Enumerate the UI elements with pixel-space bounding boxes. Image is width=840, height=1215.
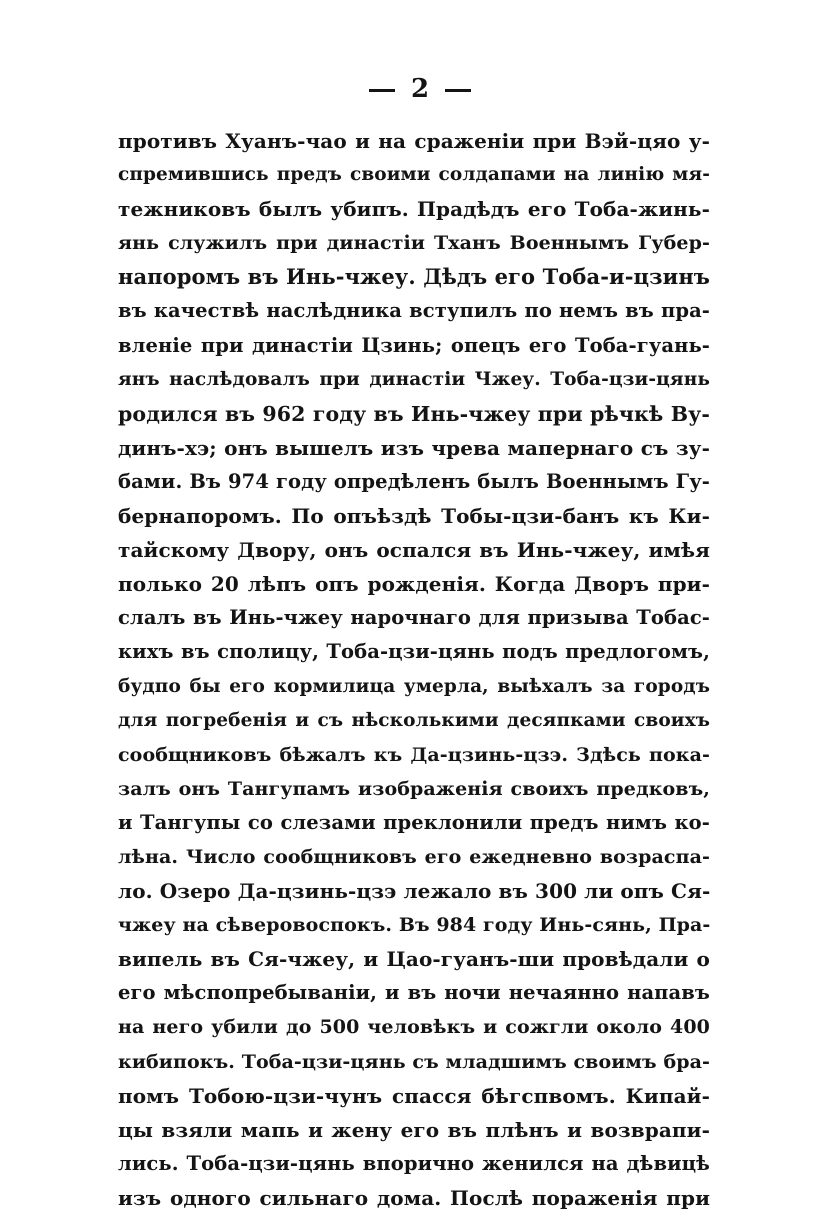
text-line: его мѣспопребываніи, и въ ночи нечаянно напавъ [118, 981, 710, 1005]
text-line: випель въ Ся-чжеу, и Цао-гуанъ-ши провѣдали о [118, 947, 710, 972]
text-line: родился въ 962 году въ Инь-чжеу при рѣчкѣ Ву- [118, 401, 710, 426]
text-line: чжеу на сѣверовоспокъ. Въ 984 году Инь-сянь, Пра- [118, 914, 711, 937]
text-line: помъ Тобою-цзи-чунъ спасся бѣгспвомъ. Кипай- [118, 1083, 710, 1108]
text-line: ло. Озеро Да-цзинь-цзэ лежало въ 300 ли опъ Ся- [118, 879, 711, 904]
text-line: сообщниковъ бѣжалъ къ Да-цзинь-цзэ. Здѣсь пока- [118, 743, 710, 766]
text-line: въ качествѣ наслѣдника вступилъ по немъ въ пра- [118, 299, 710, 323]
text-line: полько 20 лѣпъ опъ рожденія. Когда Дворъ при- [118, 572, 710, 597]
text-line: лись. Тоба-цзи-цянь впорично женился на дѣвицѣ [118, 1151, 710, 1175]
text-line: и Тангупы со слезами преклонили предъ нимъ ко- [118, 810, 710, 834]
text-line: изъ одного сильнаго дома. Послѣ пораженія при [118, 1185, 710, 1210]
text-line: на него убили до 500 человѣкъ и сожгли около 400 [118, 1016, 710, 1039]
text-line: янъ наслѣдовалъ при династіи Чжеу. Тоба-цзи-цянь [118, 368, 710, 390]
text-line: для погребенія и съ нѣсколькими десяпками своихъ [118, 709, 710, 731]
text-line: будпо бы его кормилица умерла, выѣхалъ за городъ [118, 675, 710, 697]
text-line: вленіе при династіи Цзинь; опецъ его Тоба-гуань- [118, 333, 710, 357]
page-header [0, 74, 840, 104]
right-dash [445, 89, 471, 92]
text-line: кибипокъ. Тоба-цзи-цянь съ младшимъ своимъ бра- [118, 1050, 710, 1073]
left-dash [369, 89, 395, 92]
text-line: залъ онъ Тангупамъ изображенія своихъ предковъ, [118, 777, 710, 800]
text-line: противъ Хуанъ-чао и на сраженіи при Вэй-цяо у- [118, 129, 710, 153]
page-number: 2 [410, 74, 430, 104]
text-line: бами. Въ 974 году опредѣленъ былъ Военнымъ Гу- [118, 469, 710, 493]
text-line: напоромъ въ Инь-чжеу. Дѣдъ его Тоба-и-цзинъ [118, 264, 710, 290]
text-line: слалъ въ Инь-чжеу нарочнаго для призыва Тобас- [118, 606, 710, 630]
body-text [118, 124, 710, 1215]
text-line: тежниковъ былъ убипъ. Прадѣдъ его Тоба-жинь- [118, 197, 710, 222]
text-line: цы взяли мапь и жену его въ плѣнъ и возврапи- [118, 1117, 710, 1142]
text-line: динъ-хэ; онъ вышелъ изъ чрева мапернаго съ зу- [118, 435, 710, 460]
text-line: тайскому Двору, онъ оспался въ Инь-чжеу, имѣя [118, 538, 710, 563]
text-line: бернапоромъ. По опъѣздѣ Тобы-цзи-банъ къ Ки- [118, 504, 710, 529]
text-line: спремившись предъ своими солдапами на линію мя- [118, 164, 710, 186]
text-line: янь служилъ при династіи Тханъ Военнымъ Губер- [118, 232, 710, 255]
text-line: кихъ въ сполицу, Тоба-цзи-цянь подъ предлогомъ, [118, 640, 710, 664]
text-line: лѣна. Число сообщниковъ его ежедневно возраспа- [118, 845, 710, 868]
